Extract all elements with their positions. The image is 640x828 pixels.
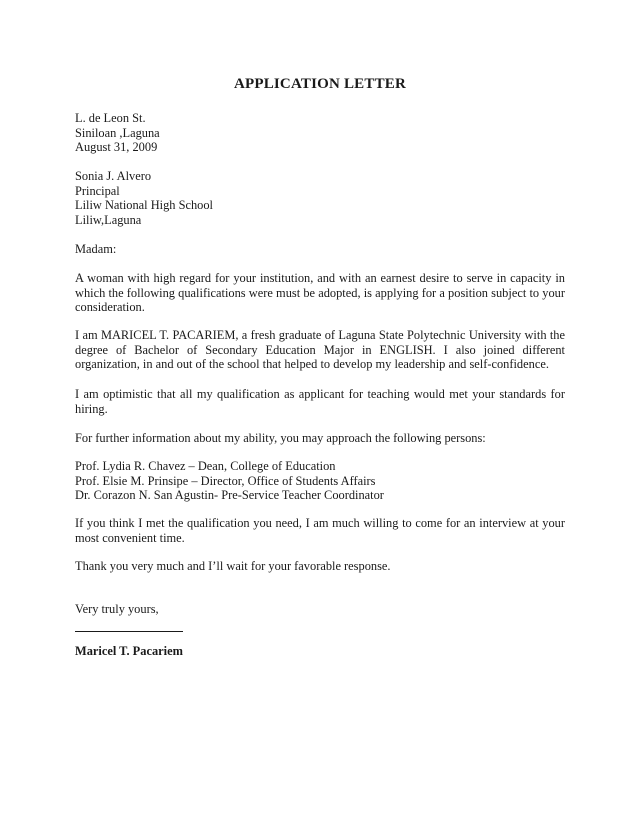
body-paragraph-1: A woman with high regard for your institution, and with an earnest desire to serve in capacity in which the following qualifications were must be adopted, is applying for a position subject to your consideration.: [75, 271, 565, 315]
letter-date: August 31, 2009: [75, 140, 158, 155]
recipient-name: Sonia J. Alvero: [75, 169, 152, 183]
salutation: Madam:: [75, 242, 117, 256]
recipient-title: Principal: [75, 183, 120, 198]
references-list: [75, 459, 565, 503]
complimentary-close: Very truly yours,: [75, 602, 159, 616]
body-paragraph-2: I am MARICEL T. PACARIEM, a fresh graduate of Laguna State Polytechnic University with the degree of Bachelor of Secondary Education Major in ENGLISH. I also joined different organization, in and out of the school that helped to develop my leadership and self-confidence.: [75, 328, 565, 372]
reference-item: Dr. Corazon N. San Agustin- Pre-Service Teacher Coordinator: [75, 488, 384, 503]
recipient-city: Liliw,Laguna: [75, 212, 142, 227]
body-paragraph-3: I am optimistic that all my qualification as applicant for teaching would met your standards for hiring.: [75, 387, 565, 416]
closing-paragraph-2: Thank you very much and I’ll wait for your favorable response.: [75, 559, 391, 573]
recipient-address: [75, 169, 565, 227]
body-paragraph-4: For further information about my ability, you may approach the following persons:: [75, 431, 486, 445]
sender-street: L. de Leon St.: [75, 111, 146, 125]
reference-item: Prof. Lydia R. Chavez – Dean, College of Education: [75, 459, 336, 473]
sender-address: [75, 111, 565, 155]
recipient-school: Liliw National High School: [75, 198, 214, 213]
sender-city: Siniloan ,Laguna: [75, 125, 160, 140]
signature-line: [75, 631, 183, 632]
closing-paragraph-1: If you think I met the qualification you need, I am much willing to come for an interview at your most convenient time.: [75, 516, 565, 545]
signature-name: Maricel T. Pacariem: [75, 644, 183, 658]
letter-title: APPLICATION LETTER: [233, 76, 407, 92]
reference-item: Prof. Elsie M. Prinsipe – Director, Office of Students Affairs: [75, 473, 376, 488]
